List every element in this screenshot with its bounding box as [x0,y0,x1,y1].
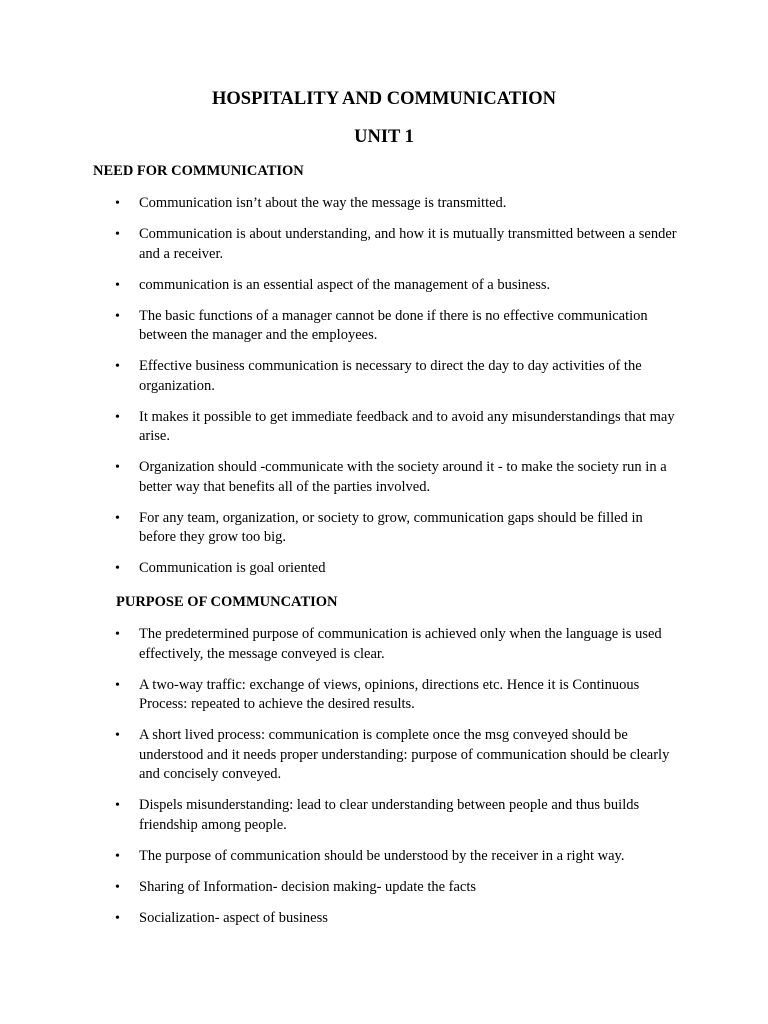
bullet-icon: • [115,409,120,425]
section-heading-purpose: PURPOSE OF COMMUNCATION [116,594,338,610]
need-bullet-list [0,194,768,590]
list-item [0,625,679,664]
bullet-icon: • [115,196,120,211]
bullet-icon: • [115,308,120,324]
list-item [0,225,679,264]
bullet-icon: • [115,677,120,693]
bullet-icon: • [115,460,120,475]
bullet-icon: • [115,510,120,526]
list-item-text: Communication is goal oriented [139,560,326,576]
list-item [0,408,679,447]
list-item-text: communication is an essential aspect of the management of a business. [139,276,551,293]
list-item [0,847,679,867]
purpose-bullet-list [0,625,768,940]
list-item-text: For any team, organization, or society to grow, communication gaps should be filled in before they grow too big. [139,509,643,545]
list-item [0,458,679,497]
list-item-text: A two-way traffic: exchange of views, opinions, directions etc. Hence it is Continuous Process: repeated to achieve the desired results. [139,676,640,712]
list-item [0,726,679,785]
bullet-icon: • [115,798,120,813]
list-item [0,194,679,214]
bullet-icon: • [115,561,120,576]
section-heading-need: NEED FOR COMMUNICATION [93,163,304,179]
list-item [0,676,679,715]
list-item-text: The predetermined purpose of communication is achieved only when the language is used effectively, the message conveyed is clear. [139,626,662,662]
list-item-text: Communication is about understanding, and how it is mutually transmitted between a sender and a receiver. [139,226,677,262]
list-item-text: Organization should -communicate with the society around it - to make the society run in a better way that benefits all of the parties involved. [139,459,667,495]
list-item-text: Communication isn’t about the way the message is transmitted. [139,195,507,211]
list-item [0,357,679,396]
bullet-icon: • [115,277,120,293]
list-item [0,307,679,346]
list-item [0,559,679,579]
list-item-text: A short lived process: communication is complete once the msg conveyed should be understood and it needs proper understanding: purpose of communication should be clearly and concisely conveyed. [139,727,670,782]
bullet-icon: • [115,227,120,242]
list-item-text: The purpose of communication should be understood by the receiver in a right way. [139,847,625,864]
list-item [0,878,679,898]
bullet-icon: • [115,848,120,864]
bullet-icon: • [115,728,120,743]
list-item-text: The basic functions of a manager cannot be done if there is no effective communication between the manager and the employees. [139,307,648,343]
document-title: HOSPITALITY AND COMMUNICATION [212,89,556,109]
list-item-text: Sharing of Information- decision making- update the facts [139,878,477,895]
list-item-text: It makes it possible to get immediate feedback and to avoid any misunderstandings that may arise. [139,408,675,444]
list-item-text: Effective business communication is necessary to direct the day to day activities of the organization. [139,358,642,394]
list-item-text: Dispels misunderstanding: lead to clear understanding between people and thus builds friendship among people. [139,797,640,833]
list-item [0,796,679,835]
bullet-icon: • [115,627,120,642]
bullet-icon: • [115,359,120,374]
list-item [0,909,679,929]
bullet-icon: • [115,879,120,895]
unit-title: UNIT 1 [354,127,414,147]
list-item [0,509,679,548]
bullet-icon: • [115,910,120,926]
list-item-text: Socialization- aspect of business [139,909,328,926]
list-item [0,276,679,296]
